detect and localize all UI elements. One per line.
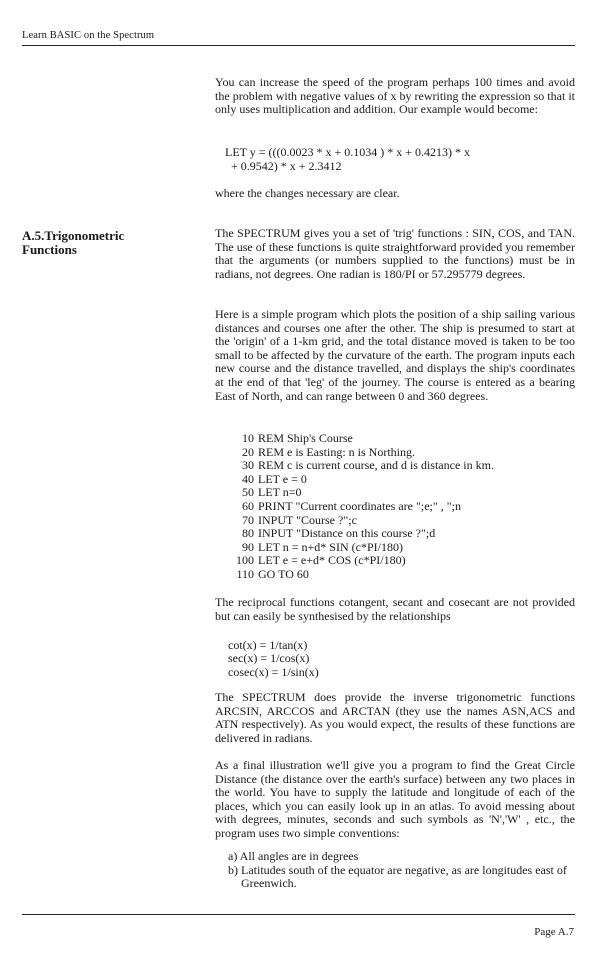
footer-rule [22, 914, 575, 915]
trig-intro-text: The SPECTRUM gives you a set of 'trig' functions : SIN, COS, and TAN. The use of these functions is quite straightforward provided you remember that the arguments (or numbers supplied to the functions) must be in radians, not degrees. One radian is 180/PI or 57.295779 degrees. [215, 226, 575, 281]
running-head: Learn BASIC on the Spectrum [22, 30, 155, 41]
list-item: a) All angles are in degrees [228, 849, 359, 863]
page-number: Page A.7 [534, 926, 574, 938]
line-number: 100 [236, 553, 254, 568]
conventions-list [228, 850, 575, 891]
listing-line [233, 446, 494, 460]
inverse-functions-text: The SPECTRUM does provide the inverse trigonometric functions ARCSIN, ARCCOS and ARCTAN (they use the names ASN,ACS and ATN respectively). As you would expect, the results of these functions are delivered in radians. [215, 690, 575, 745]
ship-program-text: Here is a simple program which plots the position of a ship sailing various distances and courses one after the other. The ship is presumed to start at the 'origin' of a 1-km grid, and the total distance moved is taken to be too small to be affected by the curvature of the earth. The program inputs each new course and the distance travelled, and displays the ship's coordinates at the end of that 'leg' of the journey. The course is entered as a bearing East of North, and can range between 0 and 360 degrees. [215, 307, 575, 403]
intro-text: You can increase the speed of the program perhaps 100 times and avoid the problem with negative values of x by rewriting the expression so that it only uses multiplication and addition. Our example would become: [215, 75, 575, 117]
ship-program-paragraph [215, 308, 575, 403]
intro-closing-paragraph [215, 187, 575, 201]
great-circle-text: As a final illustration we'll give you a program to find the Great Circle Distance (the distance over the earth's surface) between any two places in the world. You have to supply the latitude and longitude of each of the places, which you can easily look up in an atlas. To avoid messing about with degrees, minutes, seconds and such symbols as 'N','W' , etc., the program uses two simple conventions: [215, 758, 575, 840]
listing-line [233, 554, 494, 568]
listing-line [233, 514, 494, 528]
program-listing [233, 432, 494, 582]
line-code: REM c is current course, and d is distance in km. [258, 458, 494, 473]
code-line: LET y = (((0.0023 * x + 0.1034 ) * x + 0.4213) * x [225, 145, 471, 159]
section-heading-line: Functions [22, 242, 77, 257]
line-code: INPUT "Course ?";c [258, 512, 357, 527]
line-number: 20 [242, 444, 254, 459]
intro-closing-text: where the changes necessary are clear. [215, 186, 400, 200]
formula-line: sec(x) = 1/cos(x) [228, 651, 310, 666]
line-code: PRINT "Current coordinates are ";e;" , ";n [258, 498, 461, 513]
listing-line [233, 527, 494, 541]
section-heading [22, 229, 124, 257]
header-rule [22, 45, 575, 46]
listing-line [233, 568, 494, 582]
reciprocal-text: The reciprocal functions cotangent, secant and cosecant are not provided but can easily be synthesised by the relationships [215, 595, 575, 623]
listing-line [233, 432, 494, 446]
line-number: 10 [242, 431, 254, 445]
line-code: LET n=0 [258, 485, 302, 500]
line-code: LET n = n+d* SIN (c*PI/180) [258, 539, 403, 554]
line-code: GO TO 60 [258, 566, 309, 581]
list-item: b) Latitudes south of the equator are negative, as are longitudes east of Greenwich. [228, 862, 567, 891]
reciprocal-paragraph [215, 596, 575, 623]
line-number: 50 [242, 485, 254, 500]
code-example [225, 146, 470, 173]
inverse-functions-paragraph [215, 691, 575, 745]
line-number: 80 [242, 526, 254, 541]
listing-line [233, 541, 494, 555]
line-code: REM e is Easting: n is Northing. [258, 444, 415, 459]
listing-line [233, 473, 494, 487]
line-code: REM Ship's Course [258, 431, 353, 445]
great-circle-paragraph [215, 759, 575, 841]
line-number: 90 [242, 539, 254, 554]
line-number: 60 [242, 498, 254, 513]
listing-line [233, 486, 494, 500]
listing-line [233, 459, 494, 473]
line-number: 70 [242, 512, 254, 527]
line-number: 30 [242, 458, 254, 473]
listing-line [233, 500, 494, 514]
section-heading-line: A.5.Trigonometric [22, 228, 125, 243]
intro-paragraph [215, 76, 575, 117]
formula-line: cot(x) = 1/tan(x) [228, 638, 308, 652]
line-code: LET e = 0 [258, 471, 307, 486]
line-number: 110 [236, 566, 254, 581]
line-code: LET e = e+d* COS (c*PI/180) [258, 553, 406, 568]
trig-intro-paragraph [215, 227, 575, 281]
line-number: 40 [242, 471, 254, 486]
code-line: + 0.9542) * x + 2.3412 [225, 158, 342, 173]
formula-line: cosec(x) = 1/sin(x) [228, 664, 319, 679]
line-code: INPUT "Distance on this course ?";d [258, 526, 436, 541]
formula-block [228, 639, 319, 679]
